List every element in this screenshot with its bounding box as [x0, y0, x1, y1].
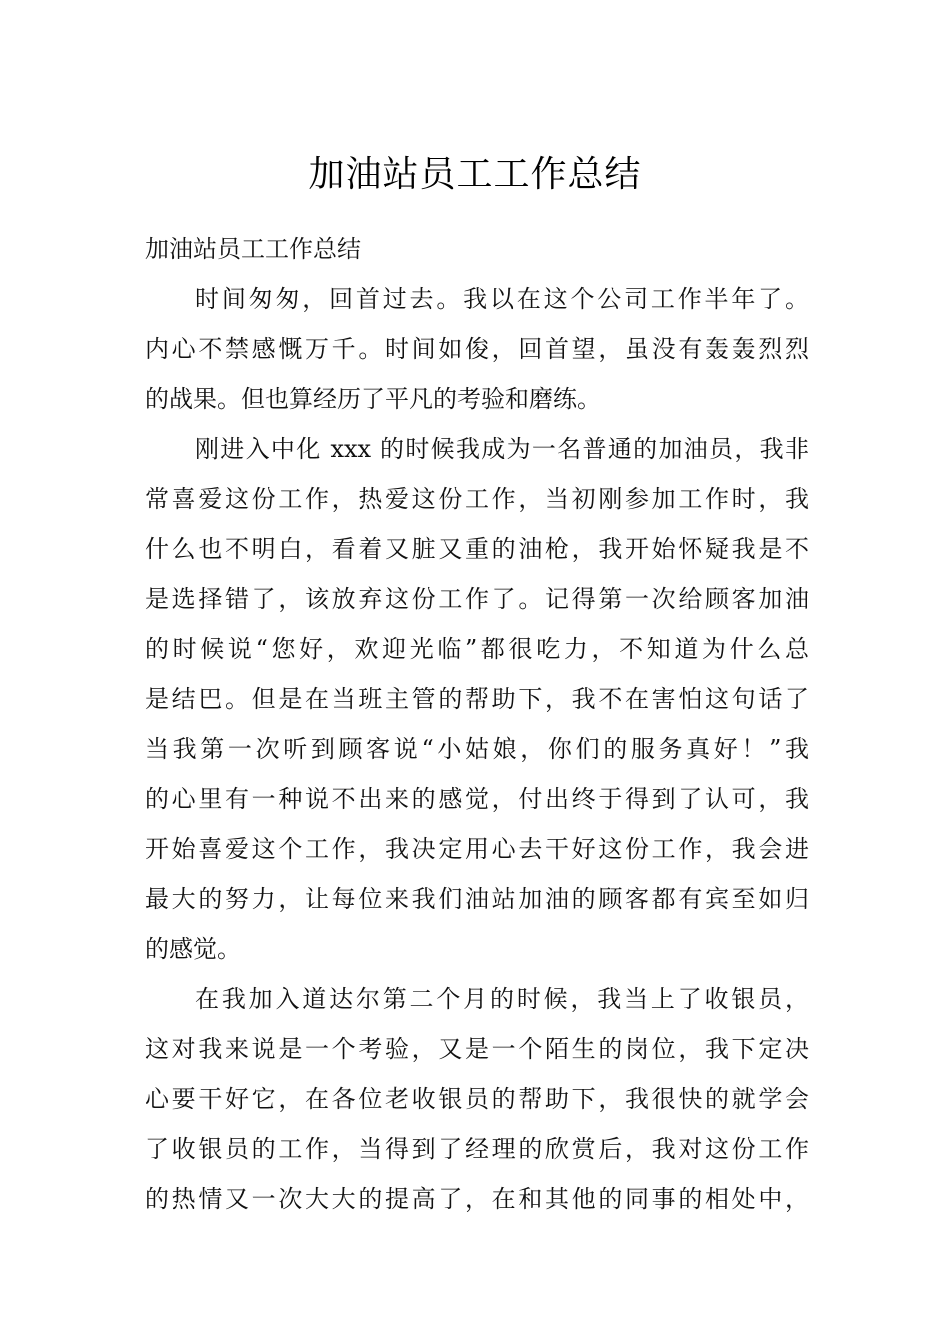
text-line: 在我加入道达尔第二个月的时候，我当上了收银员，: [195, 985, 809, 1013]
text-line: 的战果。但也算经历了平凡的考验和磨练。: [145, 385, 601, 413]
paragraph-3: [145, 974, 809, 1224]
text-line: 当我第一次听到顾客说“小姑娘，你们的服务真好！”我: [145, 735, 809, 763]
text-line: 的热情又一次大大的提高了，在和其他的同事的相处中，: [145, 1185, 809, 1213]
paragraph-1: [145, 274, 809, 424]
text-line: 内心不禁感慨万千。时间如俊，回首望，虽没有轰轰烈烈: [145, 335, 809, 363]
text-line: 刚进入中化 xxx 的时候我成为一名普通的加油员，我非: [195, 435, 809, 463]
paragraph-2: [145, 424, 809, 974]
document-body: [145, 224, 809, 1224]
text-line: 常喜爱这份工作，热爱这份工作，当初刚参加工作时，我: [145, 485, 809, 513]
text-line: 什么也不明白，看着又脏又重的油枪，我开始怀疑我是不: [145, 535, 809, 563]
document-subtitle: 加油站员工工作总结: [145, 235, 361, 263]
text-line: 心要干好它，在各位老收银员的帮助下，我很快的就学会: [145, 1085, 809, 1113]
document-title: 加油站员工工作总结: [308, 154, 642, 196]
text-line: 开始喜爱这个工作，我决定用心去干好这份工作，我会进: [145, 835, 809, 863]
text-line: 时间匆匆，回首过去。我以在这个公司工作半年了。: [195, 285, 809, 313]
text-line: 的时候说“您好，欢迎光临”都很吃力，不知道为什么总: [145, 635, 809, 663]
text-line: 最大的努力，让每位来我们油站加油的顾客都有宾至如归: [145, 885, 809, 913]
text-line: 的感觉。: [145, 935, 241, 963]
text-line: 是选择错了，该放弃这份工作了。记得第一次给顾客加油: [145, 585, 809, 613]
text-line: 了收银员的工作，当得到了经理的欣赏后，我对这份工作: [145, 1135, 809, 1163]
text-line: 是结巴。但是在当班主管的帮助下，我不在害怕这句话了: [145, 685, 809, 713]
text-line: 这对我来说是一个考验，又是一个陌生的岗位，我下定决: [145, 1035, 809, 1063]
text-line: 的心里有一种说不出来的感觉，付出终于得到了认可，我: [145, 785, 809, 813]
